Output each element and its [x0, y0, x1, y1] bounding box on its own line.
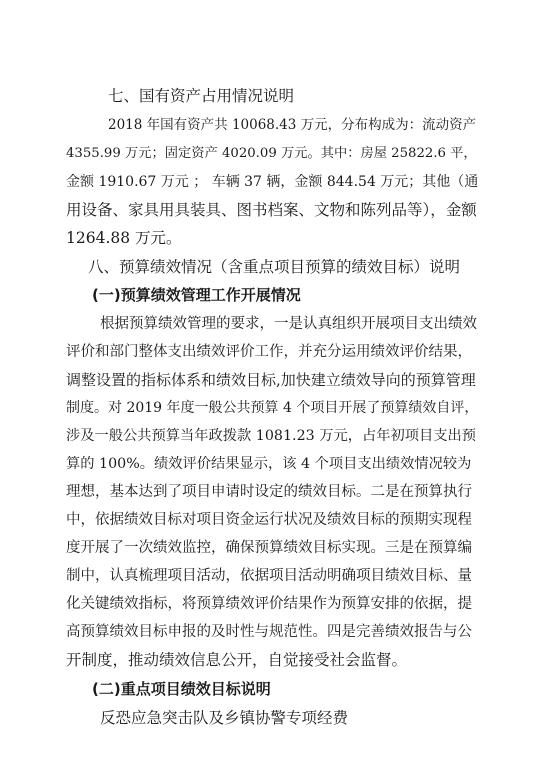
paragraph-line-11: 化关键绩效指标，将预算绩效评价结果作为预算安排的依据，提	[66, 596, 472, 612]
paragraph-line-6: 算的 100%。绩效评价结果显示，该 4 个项目支出绩效情况较为	[66, 456, 472, 472]
paragraph-line-3: 调整设置的指标体系和绩效目标,加快建立绩效导向的预算管理	[66, 371, 476, 389]
section-7-line-5: 1264.88 万元。	[66, 229, 182, 247]
paragraph-line-12: 高预算绩效目标申报的及时性与规范性。四是完善绩效报告与公	[66, 624, 472, 640]
paragraph-line-2: 评价和部门整体支出绩效评价工作，并充分运用绩效评价结果，	[66, 344, 472, 360]
section-7-line-3: 金额 1910.67 万元 ； 车辆 37 辆，金额 844.54 万元；其他（通	[66, 174, 479, 190]
section-7-heading: 七、国有资产占用情况说明	[108, 87, 295, 105]
section-8-heading: 八、预算绩效情况（含重点项目预算的绩效目标）说明	[88, 258, 461, 276]
project-item-title: 反恐应急突击队及乡镇协警专项经费	[100, 709, 349, 727]
paragraph-line-9: 度开展了一次绩效监控，确保预算绩效目标实现。三是在预算编	[66, 540, 472, 556]
section-7-line-1: 2018 年国有资产共 10068.43 万元，分布构成为：流动资产	[108, 117, 477, 133]
paragraph-line-1: 根据预算绩效管理的要求，一是认真组织开展项目支出绩效	[100, 316, 477, 332]
paragraph-line-8: 中，依据绩效目标对项目资金运行状况及绩效目标的预期实现程	[66, 512, 472, 528]
paragraph-line-4: 制度。对 2019 年度一般公共预算 4 个项目开展了预算绩效自评，	[66, 400, 479, 416]
subsection-2-heading: (二)重点项目绩效目标说明	[92, 680, 271, 698]
section-7-line-4: 用设备、家具用具装具、图书档案、文物和陈列品等），金额	[66, 201, 477, 219]
section-7-line-2: 4355.99 万元；固定资产 4020.09 万元。其中：房屋 25822.6 平，	[66, 146, 477, 161]
subsection-1-heading: (一)预算绩效管理工作开展情况	[92, 286, 301, 304]
paragraph-line-7: 理想，基本达到了项目申请时设定的绩效目标。二是在预算执行	[66, 484, 472, 500]
paragraph-line-13: 开制度，推动绩效信息公开，自觉接受社会监督。	[66, 651, 408, 669]
paragraph-line-5: 涉及一般公共预算当年政拨款 1081.23 万元，占年初项目支出预	[66, 428, 476, 444]
paragraph-line-10: 制中，认真梳理项目活动，依据项目活动明确项目绩效目标、量	[66, 568, 472, 584]
